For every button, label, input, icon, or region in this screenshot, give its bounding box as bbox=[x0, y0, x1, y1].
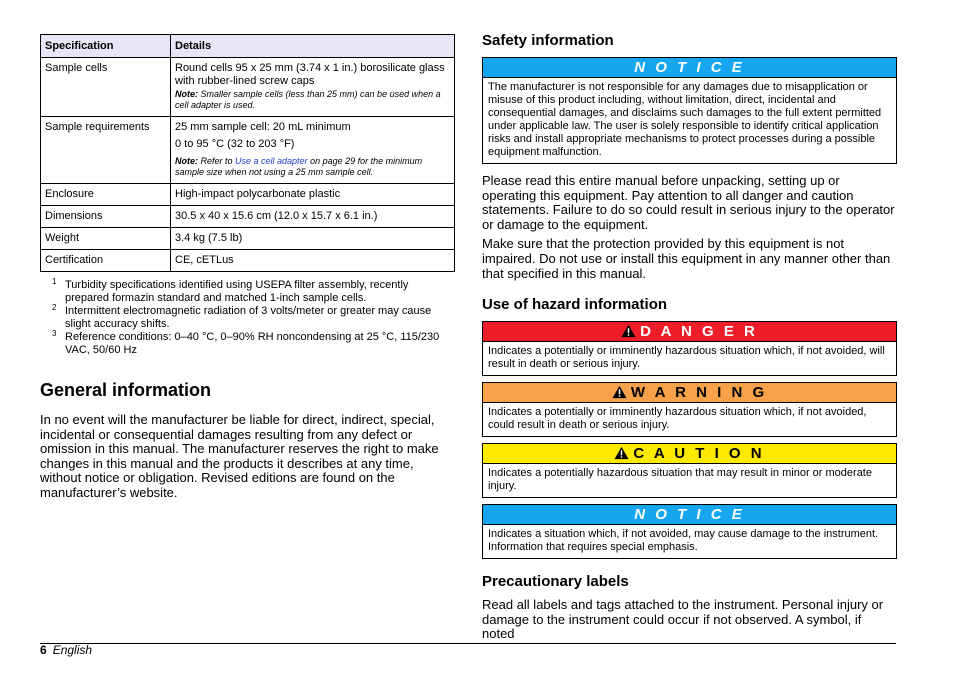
table-row bbox=[41, 58, 455, 117]
note-text-post: on page 29 for the minimum sample size when not using a 25 mm sample cell. bbox=[175, 156, 423, 177]
notice-header: N O T I C E bbox=[483, 58, 896, 78]
detail-text: Round cells 95 x 25 mm (3.74 x 1 in.) borosilicate glass with rubber-lined screw caps bbox=[175, 62, 445, 87]
caution-box bbox=[482, 443, 897, 498]
row-label: Sample cells bbox=[41, 58, 171, 117]
row-detail bbox=[171, 58, 455, 117]
precautionary-labels-heading: Precautionary labels bbox=[482, 573, 629, 591]
row-label: Enclosure bbox=[41, 184, 171, 206]
footnote bbox=[40, 279, 455, 304]
row-label: Weight bbox=[41, 228, 171, 250]
row-label: Certification bbox=[41, 250, 171, 272]
note-text-pre: Refer to bbox=[198, 156, 236, 166]
warning-triangle-icon bbox=[621, 324, 636, 338]
general-information-heading: General information bbox=[40, 380, 212, 400]
cell-adapter-link[interactable]: Use a cell adapter bbox=[235, 156, 308, 166]
safety-notice-box bbox=[482, 57, 897, 164]
note bbox=[175, 156, 450, 178]
warning-text: Indicates a potentially or imminently hazardous situation which, if not avoided, could result in death or serious injury. bbox=[488, 406, 867, 432]
note-text: Smaller sample cells (less than 25 mm) can be used when a cell adapter is used. bbox=[175, 89, 441, 110]
warning-header bbox=[483, 383, 896, 403]
page-number: 6 bbox=[40, 643, 47, 657]
warning-label: W A R N I N G bbox=[630, 384, 768, 402]
precautionary-labels-text: Read all labels and tags attached to the instrument. Personal injury or damage to the instrument could occur if not observed. A symbol, if noted bbox=[482, 597, 884, 642]
specification-table bbox=[40, 34, 455, 272]
danger-label: D A N G E R bbox=[640, 323, 758, 341]
table-row bbox=[41, 250, 455, 272]
footnote-mark: 1 bbox=[52, 277, 57, 286]
detail-text: 25 mm sample cell: 20 mL minimum bbox=[175, 121, 351, 133]
row-label: Dimensions bbox=[41, 206, 171, 228]
notice-header: N O T I C E bbox=[483, 505, 896, 525]
footnotes bbox=[40, 279, 455, 356]
safety-paragraph-1: Please read this entire manual before unpacking, setting up or operating this equipment. Pay attention to all danger and caution statements. Failure to do so could result in serious injury to the operator or damage to the equipment. bbox=[482, 173, 895, 232]
footnote bbox=[40, 305, 455, 330]
notice-box bbox=[482, 504, 897, 559]
caution-header bbox=[483, 444, 896, 464]
row-detail: High-impact polycarbonate plastic bbox=[171, 184, 455, 206]
general-information-text: In no event will the manufacturer be liable for direct, indirect, special, incidental or consequential damages resulting from any defect or omission in this manual. The manufacturer reserves the right to make changes in this manual and the products it describes at any time, without notice or obligation. Revised editions are found on the manufacturer’s website. bbox=[40, 412, 439, 500]
danger-box bbox=[482, 321, 897, 376]
table-header-row bbox=[41, 35, 455, 58]
danger-text: Indicates a potentially or imminently hazardous situation which, if not avoided, will result in death or serious injury. bbox=[488, 345, 885, 371]
danger-header bbox=[483, 322, 896, 342]
table-row bbox=[41, 206, 455, 228]
notice-text: The manufacturer is not responsible for any damages due to misapplication or misuse of this product including, without limitation, direct, incidental and consequential damages, and disclaims such damages to the full extent permitted under applicable law. The user is solely responsible to identify critical application risks and install appropriate mechanisms to protect processes during a possible equipment malfunction. bbox=[488, 81, 882, 158]
table-header-specification: Specification bbox=[41, 35, 171, 58]
warning-triangle-icon bbox=[614, 446, 629, 460]
row-detail: 30.5 x 40 x 15.6 cm (12.0 x 15.7 x 6.1 in.) bbox=[171, 206, 455, 228]
safety-paragraph-2: Make sure that the protection provided by this equipment is not impaired. Do not use or install this equipment in any manner other than that specified in this manual. bbox=[482, 236, 891, 281]
note-label: Note: bbox=[175, 89, 198, 99]
footnote-text: Turbidity specifications identified using USEPA filter assembly, recently prepared formazin standard and matched 1-inch sample cells. bbox=[65, 279, 409, 304]
footnote-mark: 3 bbox=[52, 329, 57, 338]
detail-text-2: 0 to 95 °C (32 to 203 °F) bbox=[175, 138, 295, 150]
caution-label: C A U T I O N bbox=[633, 445, 765, 463]
footnote bbox=[40, 331, 455, 356]
row-detail bbox=[171, 117, 455, 184]
table-row bbox=[41, 117, 455, 184]
hazard-information-heading: Use of hazard information bbox=[482, 296, 668, 314]
footnote-text: Intermittent electromagnetic radiation of 3 volts/meter or greater may cause slight accuracy shifts. bbox=[65, 305, 432, 330]
caution-text: Indicates a potentially hazardous situation that may result in minor or moderate injury. bbox=[488, 467, 872, 493]
right-column bbox=[482, 32, 897, 647]
safety-information-heading: Safety information bbox=[482, 32, 614, 49]
notice-text: Indicates a situation which, if not avoided, may cause damage to the instrument. Information that requires special emphasis. bbox=[488, 528, 879, 554]
table-header-details: Details bbox=[171, 35, 455, 58]
footnote-mark: 2 bbox=[52, 303, 57, 312]
row-label: Sample requirements bbox=[41, 117, 171, 184]
table-row bbox=[41, 228, 455, 250]
note-label: Note: bbox=[175, 156, 198, 166]
note bbox=[175, 89, 450, 111]
warning-box bbox=[482, 382, 897, 437]
footer-divider bbox=[40, 643, 896, 644]
left-column bbox=[40, 34, 455, 506]
row-detail: 3.4 kg (7.5 lb) bbox=[171, 228, 455, 250]
page-footer bbox=[40, 643, 92, 657]
table-row bbox=[41, 184, 455, 206]
footnote-text: Reference conditions: 0–40 °C, 0–90% RH noncondensing at 25 °C, 115/230 VAC, 50/60 Hz bbox=[65, 331, 440, 356]
warning-triangle-icon bbox=[612, 385, 627, 399]
footer-language: English bbox=[52, 643, 93, 657]
row-detail: CE, cETLus bbox=[171, 250, 455, 272]
